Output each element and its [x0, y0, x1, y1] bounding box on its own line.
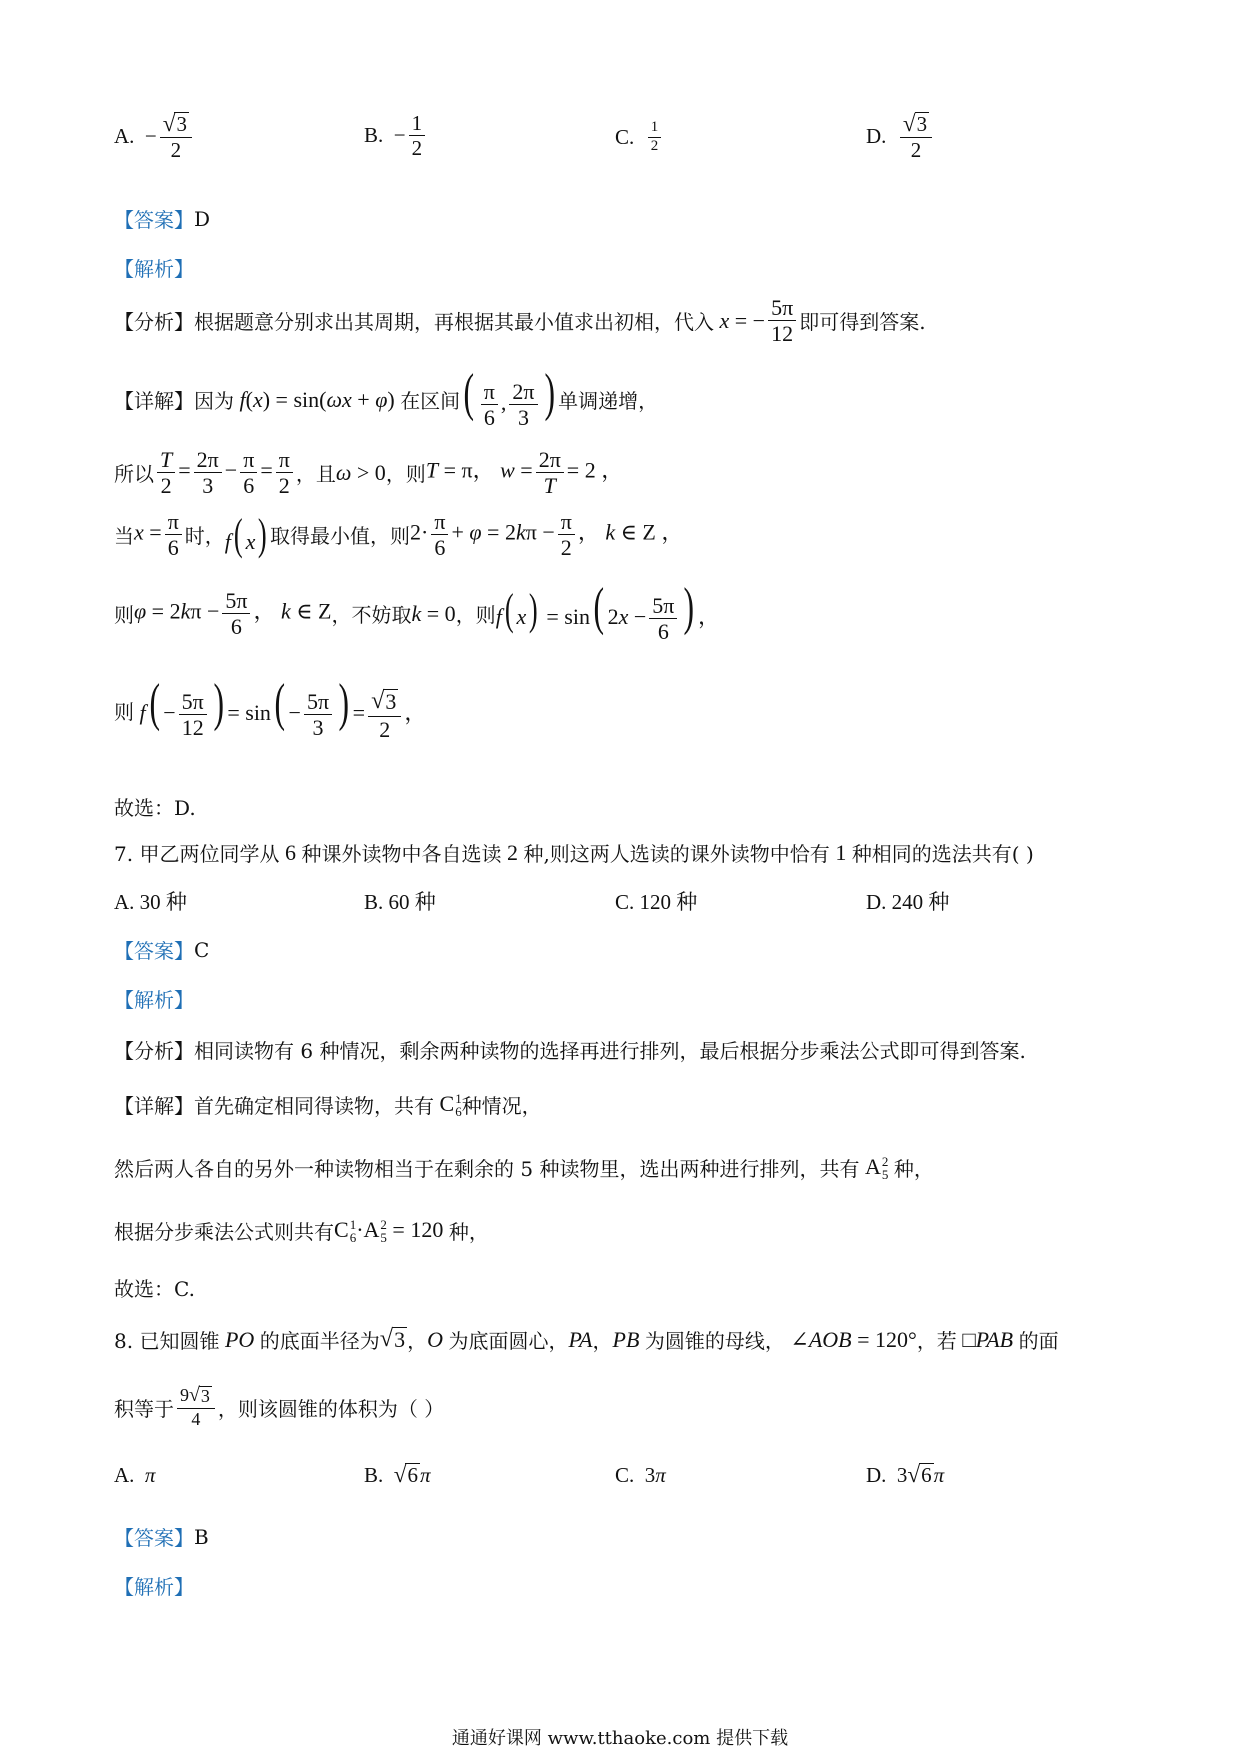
q6-detail-line1: 【详解】 因为 f(x) = sin(ωx + φ) 在区间 ( $\frac{\pi}{6}$ , $\frac{2\pi}{3}$ ) 单调递增，	[114, 364, 659, 431]
q8-answer: 【答案】 B	[114, 1524, 209, 1550]
q7-option-c: C. 120 种	[615, 890, 698, 914]
q6-detail-line3: 当 x = $\frac{\pi}{6}$ 时， f( x) 取得最小值，则 2· $\frac{\pi}{6}$ + φ = 2kπ − $\frac{\pi}{2}$ ， k ∈ Z ，	[114, 509, 684, 561]
q8-option-b: B. √ 6 π	[364, 1461, 431, 1488]
q6-option-d: D. √ 3 2	[866, 112, 935, 161]
q8-option-c: C. 3 π	[615, 1463, 666, 1487]
q7-detail-line1: 【详解】 首先确定相同得读物，共有 C 1 6 种情况，	[114, 1090, 542, 1120]
q7-option-b: B. 60 种	[364, 890, 436, 914]
q7-fenxi: 【分析】 相同读物有 6 种情况，剩余两种读物的选择再进行排列，最后根据分步乘法公式即可得到答案.	[114, 1039, 1026, 1063]
q6-option-b: B. − $\frac{1}{2}$	[364, 112, 428, 159]
q6-detail-line5: 则 f( − $\frac{5\pi}{12}$ ) = sin( − $\frac{5\pi}{3}$ ) = √ 3 2 ，	[114, 674, 427, 742]
q6-option-c: C. $\frac{1}{2}$	[615, 120, 664, 155]
q6-option-a: A. − √ 3 2	[114, 112, 195, 161]
q6-analysis-heading: 【解析】	[114, 257, 194, 281]
q7-detail-line3: 根据分步乘法公式则共有 C 1 6 ·A 2 5 = 120 种，	[114, 1216, 489, 1246]
page-footer: 通通好课网 www.tthaoke.com 提供下载	[451, 1728, 789, 1749]
q7-choice: 故选：C.	[114, 1277, 195, 1301]
q8-option-d: D. 3 √ 6 π	[866, 1461, 945, 1488]
q7-detail-line2: 然后两人各自的另外一种读物相当于在剩余的 5 种读物里，选出两种进行排列，共有 A 2 5 种，	[114, 1153, 934, 1183]
q7-stem: 7. 甲乙两位同学从 6 种课外读物中各自选读 2 种,则这两人选读的课外读物中恰有 1 种相同的选法共有( )	[114, 839, 1034, 866]
q8-option-a: A. π	[114, 1463, 156, 1487]
q6-detail-line4: 则 φ = 2kπ − $\frac{5\pi}{6}$ ， k ∈ Z ，不妨取 k = 0 ，则 f( x) = sin( 2x − $\frac{5\pi}{6}$ ) ，	[114, 578, 720, 645]
q6-answer: 【答案】 D	[114, 206, 211, 232]
q6-choice: 故选：D.	[114, 796, 196, 820]
q7-analysis-heading: 【解析】	[114, 988, 194, 1012]
q6-fenxi: 【分析】 根据题意分别求出其周期，再根据其最小值求出初相，代入 x = − $\frac{5\pi}{12}$ 即可得到答案.	[114, 295, 926, 347]
q7-answer: 【答案】 C	[114, 937, 210, 963]
q8-stem-line1: 8. 已知圆锥 PO 的底面半径为 √ 3 ， O 为底面圆心， PA ， PB 为圆锥的母线， ∠AOB = 120° ，若 □PAB 的面	[114, 1325, 1059, 1353]
q8-analysis-heading: 【解析】	[114, 1575, 194, 1599]
q8-stem-line2: 积等于 9 √ 3 4 ，则该圆锥的体积为（ ）	[114, 1384, 445, 1429]
q6-detail-line2: 所以 $\frac{T}{2}$ = $\frac{2\pi}{3}$ − $\frac{\pi}{6}$ = $\frac{\pi}{2}$ ，且 ω > 0 ，则 T = π， w = $\frac{2\pi}{T}$ = 2 ，	[114, 447, 624, 499]
q7-option-a: A. 30 种	[114, 890, 187, 914]
q7-option-d: D. 240 种	[866, 890, 950, 914]
